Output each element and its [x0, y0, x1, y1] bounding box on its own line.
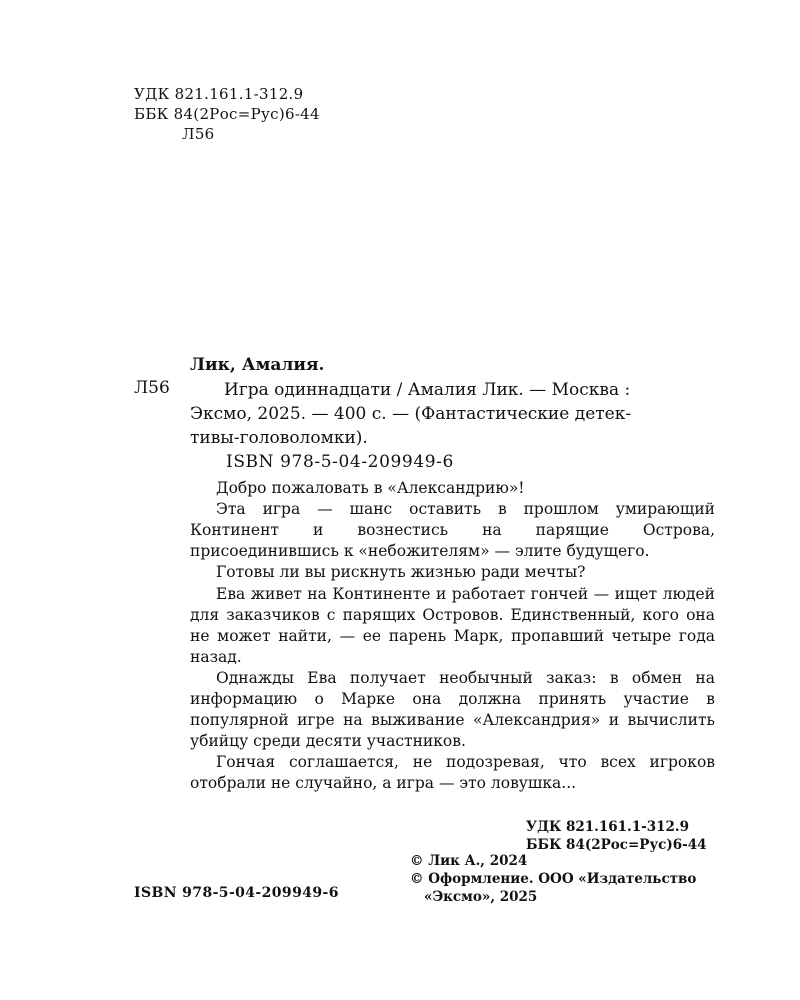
copyright-publisher: «Эксмо», 2025 — [424, 889, 538, 905]
entry-author-mark: Л56 — [134, 378, 170, 398]
annotation-intro — [190, 478, 715, 583]
copyright-block — [410, 852, 696, 906]
entry-author: Лик, Амалия. — [190, 355, 325, 375]
entry-line-2: Эксмо, 2025. — 400 с. — (Фантастические детек- — [190, 404, 632, 424]
entry-line-1: Игра одиннадцати / Амалия Лик. — Москва : — [224, 380, 631, 400]
udk-code-right: УДК 821.161.1-312.9 — [526, 819, 689, 835]
isbn-bottom: ISBN 978-5-04-209949-6 — [134, 885, 339, 901]
annotation-paragraph: Готовы ли вы рискнуть жизнью ради мечты? — [216, 563, 586, 581]
annotation-paragraph: Добро пожаловать в «Александрию»! — [216, 479, 525, 497]
classification-codes — [134, 84, 320, 144]
entry-isbn: ISBN 978-5-04-209949-6 — [226, 452, 454, 472]
annotation-paragraph: Ева живет на Континенте и работает гончей — ищет людей для заказчиков с парящих Островов. Единственный, кого она не может найти, — ее парень Марк, пропавший четыре года назад. — [190, 585, 715, 666]
bbk-code-right: ББК 84(2Рос=Рус)6-44 — [526, 837, 707, 853]
annotation-paragraph: Однажды Ева получает необычный заказ: в обмен на информацию о Марке она должна принять участие в популярной игре на выживание «Александрия» и вычислить убийцу среди десяти участников. — [190, 669, 715, 750]
annotation-main — [190, 584, 715, 794]
classification-codes-right — [526, 818, 707, 854]
copyright-author: © Лик А., 2024 — [410, 853, 528, 869]
annotation-paragraph: Гончая соглашается, не подозревая, что всех игроков отобрали не случайно, а игра — это ловушка... — [190, 753, 715, 792]
bbk-code: ББК 84(2Рос=Рус)6-44 — [134, 105, 320, 123]
bibliographic-entry — [190, 378, 715, 450]
udk-code: УДК 821.161.1-312.9 — [134, 85, 304, 103]
annotation-paragraph: Эта игра — шанс оставить в прошлом умирающий Континент и вознестись на парящие Острова, присоединившись к «небожителям» — элите будущего. — [190, 500, 715, 560]
entry-line-3: тивы-головоломки). — [190, 428, 368, 448]
copyright-design: © Оформление. ООО «Издательство — [410, 871, 697, 887]
author-mark: Л56 — [182, 125, 215, 143]
